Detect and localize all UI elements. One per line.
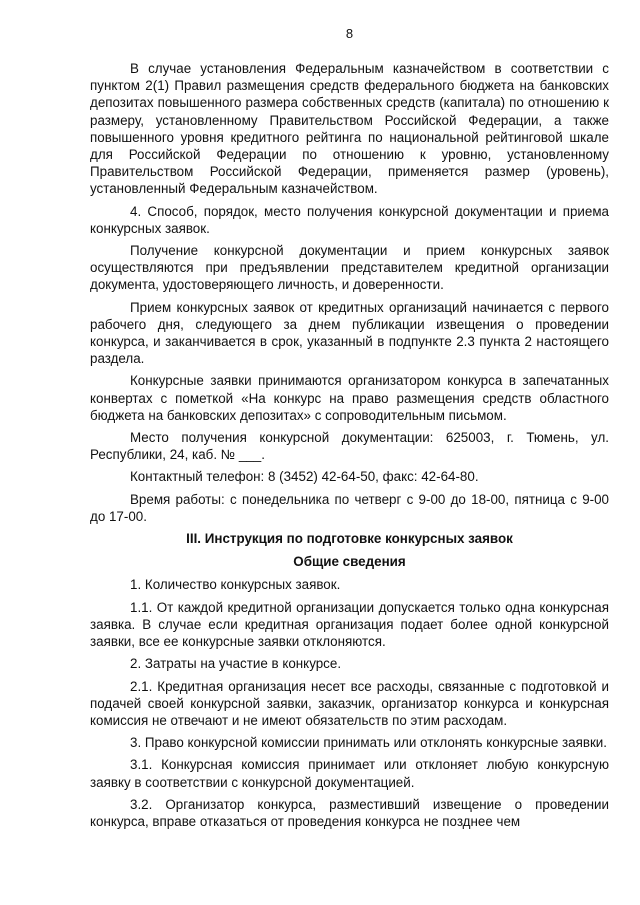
paragraph: 4. Способ, порядок, место получения конкурсной документации и приема конкурсных заявок. [90, 203, 609, 236]
paragraph: Получение конкурсной документации и прием конкурсных заявок осуществляются при предъявлении представителем кредитной организации документа, удостоверяющего личность, и доверенности. [90, 243, 609, 293]
paragraph: 3.1. Конкурсная комиссия принимает или отклоняет любую конкурсную заявку в соответствии с конкурсной документацией. [90, 757, 609, 790]
paragraph: Место получения конкурсной документации: 625003, г. Тюмень, ул. Республики, 24, каб. № ___. [90, 430, 609, 463]
paragraph: 3. Право конкурсной комиссии принимать или отклонять конкурсные заявки. [130, 735, 608, 751]
paragraph: Контактный телефон: 8 (3452) 42-64-50, факс: 42-64-80. [130, 469, 479, 485]
section-heading: III. Инструкция по подготовке конкурсных заявок [186, 531, 513, 547]
paragraph: 2.1. Кредитная организация несет все расходы, связанные с подготовкой и подачей своей конкурсной заявки, заказчик, организатор конкурса и конкурсная комиссия не отвечают и не имеют обязательств по этим расходам. [90, 678, 609, 728]
paragraph: 1.1. От каждой кредитной организации допускается только одна конкурсная заявка. В случае если кредитная организация подает более одной конкурсной заявки, все ее конкурсные заявки отклоняются. [90, 599, 609, 650]
paragraph: Конкурсные заявки принимаются организатором конкурса в запечатанных конвертах с пометкой «На конкурс на право размещения средств областного бюджета на банковских депозитах» с сопроводительным письмом. [90, 373, 609, 423]
subsection-heading: Общие сведения [293, 554, 406, 570]
paragraph: 3.2. Организатор конкурса, разместивший извещение о проведении конкурса, вправе отказаться от проведения конкурса не позднее чем [90, 796, 609, 829]
paragraph: Время работы: с понедельника по четверг с 9-00 до 18-00, пятница с 9-00 до 17-00. [90, 491, 609, 524]
page-number: 8 [345, 26, 354, 41]
document-page [90, 26, 609, 835]
paragraph: В случае установления Федеральным казначейством в соответствии с пунктом 2(1) Правил размещения средств федерального бюджета на банковских депозитах повышенного размера собственных средств (капитала) по отношению к размеру, установленному Правительством Российской Федерации, а также повышенного уровня кредитного рейтинга по национальной рейтинговой шкале для Российской Федерации по отношению к уровню, установленному Правительством Российской Федерации, применяется размер (уровень), установленный Федеральным казначейством. [90, 61, 609, 197]
paragraph: 1. Количество конкурсных заявок. [130, 577, 341, 593]
paragraph: 2. Затраты на участие в конкурсе. [130, 656, 342, 672]
paragraph: Прием конкурсных заявок от кредитных организаций начинается с первого рабочего дня, следующего за днем публикации извещения о проведении конкурса, и заканчивается в срок, указанный в подпункте 2.3 пункта 2 настоящего раздела. [90, 299, 609, 367]
